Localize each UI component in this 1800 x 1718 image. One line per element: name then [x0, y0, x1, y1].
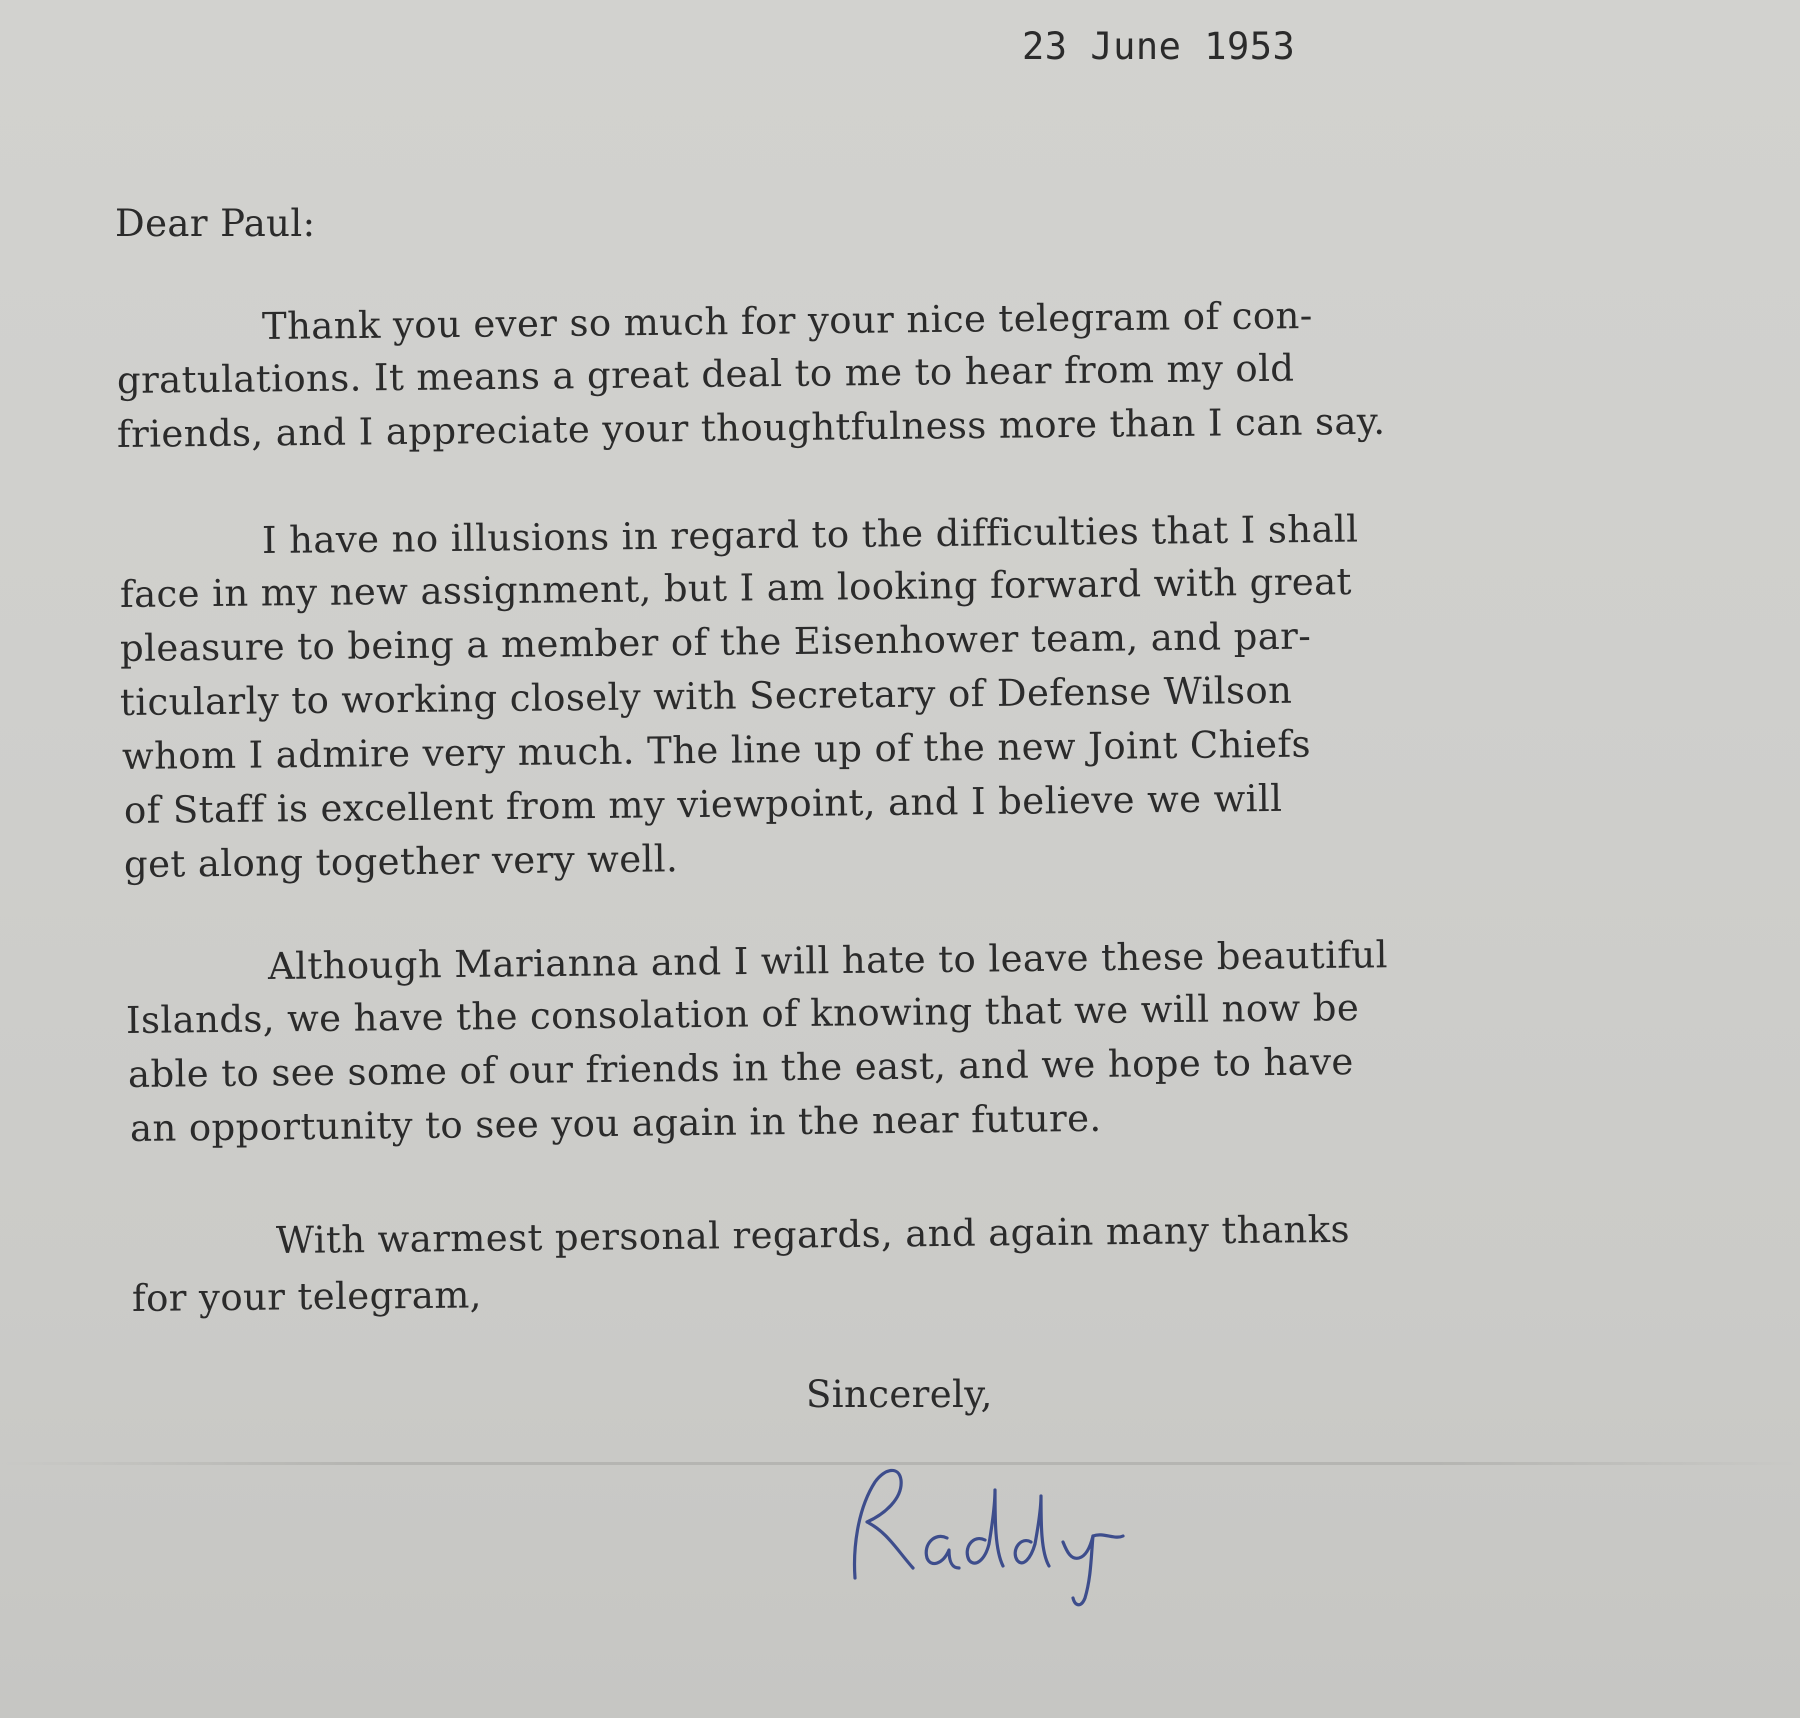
paragraph-2-line-1: I have no illusions in regard to the difficulties that I shall	[261, 507, 1359, 562]
paragraph-4-line-2: for your telegram,	[131, 1273, 483, 1320]
letter-date: 23 June 1953	[1022, 25, 1296, 68]
paragraph-3-line-2: Islands, we have the consolation of knowing that we will now be	[125, 986, 1360, 1042]
paragraph-2-line-4: ticularly to working closely with Secretary of Defense Wilson	[119, 668, 1293, 724]
closing: Sincerely,	[806, 1373, 993, 1416]
paragraph-2-line-6: of Staff is excellent from my viewpoint, and I believe we will	[123, 776, 1283, 832]
paragraph-3-line-4: an opportunity to see you again in the near future.	[129, 1096, 1102, 1150]
paragraph-1-line-2: gratulations. It means a great deal to me to hear from my old	[116, 346, 1295, 402]
paragraph-2-line-7: get along together very well.	[123, 837, 679, 886]
paragraph-3-line-3: able to see some of our friends in the east, and we hope to have	[127, 1040, 1354, 1096]
paragraph-2-line-2: face in my new assignment, but I am looking forward with great	[119, 560, 1353, 616]
handwritten-signature	[835, 1440, 1175, 1610]
paragraph-2-line-5: whom I admire very much. The line up of the new Joint Chiefs	[121, 722, 1312, 778]
paragraph-3-line-1: Although Marianna and I will hate to leave these beautiful	[267, 933, 1389, 988]
paragraph-2-line-3: pleasure to being a member of the Eisenhower team, and par-	[119, 614, 1312, 670]
salutation: Dear Paul:	[115, 202, 316, 245]
paragraph-1-line-3: friends, and I appreciate your thoughtfulness more than I can say.	[116, 399, 1386, 456]
paragraph-1-line-1: Thank you ever so much for your nice telegram of con-	[261, 293, 1313, 348]
paragraph-4-line-1: With warmest personal regards, and again many thanks	[275, 1207, 1351, 1262]
